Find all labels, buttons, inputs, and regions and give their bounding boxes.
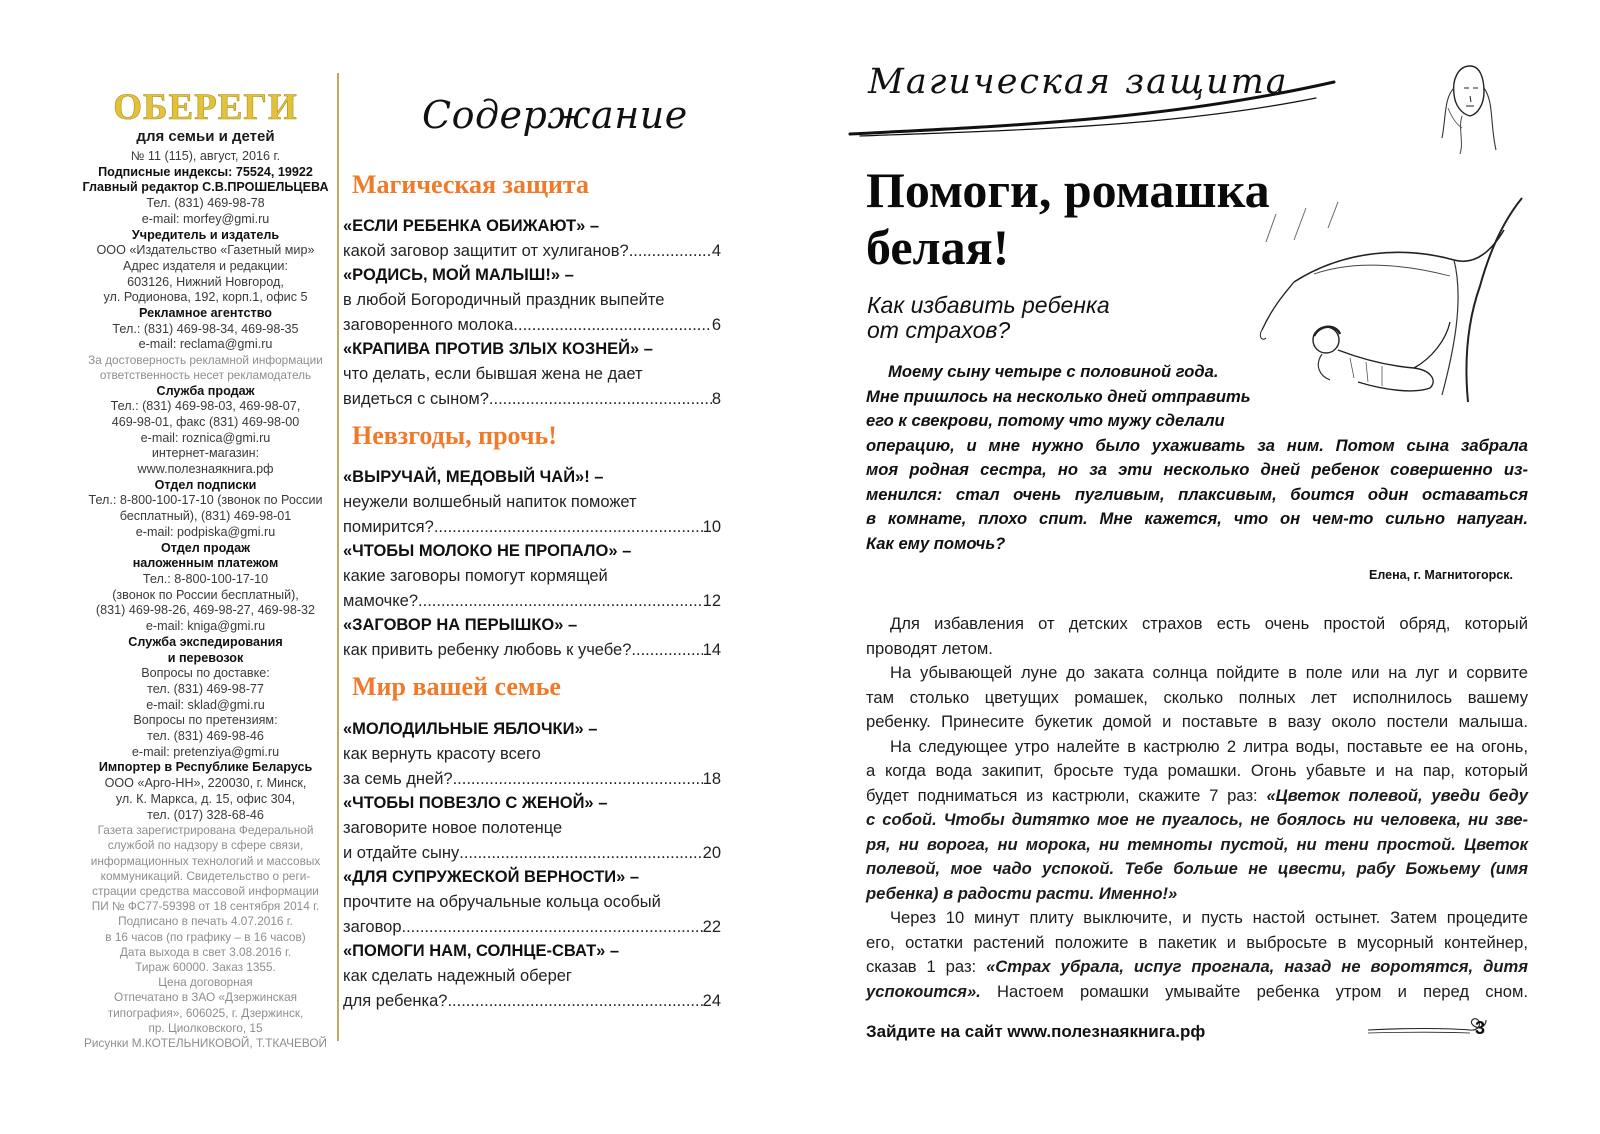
headline-line-2: белая!	[866, 219, 1010, 275]
dot-leader	[513, 313, 711, 338]
contents-entry-title: «КРАПИВА ПРОТИВ ЗЛЫХ КОЗНЕЙ» –	[343, 340, 653, 358]
imprint-line: службой по надзору в сфере связи,	[107, 838, 304, 853]
imprint-line: коммуникаций. Свидетельство о реги-	[100, 868, 311, 883]
contents-entry-description: для ребенка?	[343, 992, 448, 1010]
contents-entry[interactable]	[343, 337, 721, 412]
body-text: там столько цветущих ромашек, сколько полных лет исполнилось вашему	[866, 687, 1528, 707]
body-text: сказав 1 раз:	[866, 957, 987, 976]
body-text: ребенку. Принесите букетик домой и поставьте в вазу около постели малыша.	[866, 712, 1528, 731]
contents-entry[interactable]	[343, 717, 721, 792]
page-number: 3	[1475, 1018, 1486, 1038]
imprint-line: Подписные индексы: 75524, 19922	[98, 164, 313, 179]
imprint-line: Вопросы по претензиям:	[133, 713, 278, 728]
contents-entry-last-line	[343, 767, 721, 792]
magazine-logo: ОБЕРЕГИ	[113, 87, 298, 128]
imprint-line: Отпечатано в ЗАО «Дзержинская	[113, 990, 298, 1005]
imprint-line: Главный редактор С.В.ПРОШЕЛЬЦЕВА	[82, 180, 329, 195]
contents-entry-description: видеться с сыном?	[343, 390, 489, 408]
body-line	[866, 612, 1528, 637]
imprint-line: Газета зарегистрирована Федеральной	[97, 823, 314, 838]
imprint-line: (звонок по России бесплатный),	[112, 587, 299, 602]
contents-entry-description: какие заговоры помогут кормящей	[343, 567, 608, 585]
imprint-line: тел. (017) 328-68-46	[147, 807, 264, 822]
incantation-text: успокоится».	[866, 981, 981, 1001]
imprint-line: ООО «Арго-НН», 220030, г. Минск,	[104, 776, 307, 791]
contents-entry-page-number: 12	[702, 592, 721, 610]
contents-entry-last-line	[343, 915, 721, 940]
contents-section-heading: Невзгоды, прочь!	[352, 421, 557, 450]
article-headline	[866, 162, 1270, 276]
contents-section-heading: Мир вашей семье	[352, 672, 561, 701]
imprint-line: (831) 469-98-26, 469-98-27, 469-98-32	[95, 603, 316, 618]
body-line	[866, 955, 1528, 980]
imprint-line: тел. (831) 469-98-46	[147, 729, 264, 744]
imprint-line: e-mail: sklad@gmi.ru	[146, 697, 265, 712]
body-line	[866, 857, 1528, 882]
imprint-line: № 11 (115), август, 2016 г.	[130, 149, 281, 163]
magazine-logo-subtitle: для семьи и детей	[136, 128, 275, 145]
imprint-column	[78, 88, 333, 1051]
imprint-line: e-mail: morfey@gmi.ru	[141, 211, 270, 226]
imprint-line: ул. К. Маркса, д. 15, офис 304,	[115, 791, 296, 806]
article-body	[866, 612, 1528, 1004]
letter-line: Как ему помочь?	[866, 533, 1006, 553]
woman-illustration	[1440, 58, 1498, 156]
subtitle-line-1: Как избавить ребенка	[867, 292, 1110, 318]
body-line	[866, 882, 1528, 907]
contents-entry[interactable]	[343, 465, 721, 540]
imprint-line: Тел.: (831) 469-98-03, 469-98-07,	[110, 399, 301, 414]
imprint-line: информационных технологий и массовых	[90, 853, 321, 868]
body-text: его, остатки растений положите в пакетик и выбросьте в мусорный контейнер,	[866, 932, 1528, 952]
imprint-line: и перевозок	[167, 650, 244, 665]
body-line	[866, 735, 1528, 760]
imprint-line: Отдел продаж	[160, 540, 251, 555]
article-subtitle	[867, 293, 1110, 343]
contents-entry-last-line	[343, 841, 721, 866]
contents-entry-description: заговоренного молока	[343, 316, 514, 334]
dot-leader	[631, 638, 702, 663]
contents-entry[interactable]	[343, 214, 721, 264]
contents-entry-description: за семь дней?	[343, 770, 453, 788]
contents-entry-page-number: 14	[702, 641, 721, 659]
imprint-line: ПИ № ФС77-59398 от 18 сентября 2014 г.	[91, 899, 320, 914]
body-line	[866, 833, 1528, 858]
imprint-line: Служба экспедирования	[128, 634, 283, 649]
contents-entry-last-line	[343, 515, 721, 540]
column-divider	[337, 73, 339, 1041]
imprint-line: типография», 606025, г. Дзержинск,	[107, 1005, 304, 1020]
contents-entry-description: какой заговор защитит от хулиганов?	[343, 242, 629, 260]
contents-entry-last-line	[343, 239, 721, 264]
imprint-line: ул. Родионова, 192, корп.1, офис 5	[103, 290, 308, 305]
imprint-line: наложенным платежом	[132, 556, 279, 571]
imprint-line: Вопросы по доставке:	[141, 666, 270, 681]
headline-line-1: Помоги, ромашка	[866, 162, 1270, 218]
imprint-line: За достоверность рекламной информации	[88, 353, 323, 368]
contents-entry-page-number: 20	[702, 844, 721, 862]
body-text: Через 10 минут плиту выключите, и пусть настой остынет. Затем процедите	[890, 908, 1528, 927]
dot-leader	[629, 239, 712, 264]
body-text: Для избавления от детских страхов есть очень простой обряд, который	[890, 614, 1528, 633]
contents-entry-title: «РОДИСЬ, МОЙ МАЛЫШ!» –	[343, 266, 574, 284]
contents-entry-title: «МОЛОДИЛЬНЫЕ ЯБЛОЧКИ» –	[343, 720, 598, 738]
contents-entry-last-line	[343, 589, 721, 614]
incantation-text: «Цветок полевой, уведи беду	[1266, 785, 1528, 805]
contents-entry-description: как сделать надежный оберег	[343, 967, 572, 985]
letter-line: его к свекрови, потому что мужу сделали	[866, 411, 1225, 430]
imprint-line: e-mail: podpiska@gmi.ru	[135, 524, 276, 539]
imprint-line: интернет-магазин:	[151, 446, 260, 461]
contents-entry-description: как вернуть красоту всего	[343, 745, 541, 763]
dot-leader	[418, 589, 703, 614]
dot-leader	[489, 387, 712, 412]
body-text: На следующее утро налейте в кастрюлю 2 литра воды, поставьте ее на огонь,	[890, 736, 1528, 756]
body-line	[866, 710, 1528, 735]
letter-line: Мне пришлось на несколько дней отправить	[866, 386, 1251, 406]
imprint-line: Тел.: 8-800-100-17-10 (звонок по России	[88, 493, 323, 508]
contents-entry-title: «ЧТОБЫ МОЛОКО НЕ ПРОПАЛО» –	[343, 542, 632, 560]
incantation-text: ребенка) в радости расти. Именно!»	[866, 883, 1178, 903]
contents-entry-description: прочтите на обручальные кольца особый	[343, 893, 661, 911]
contents-entry[interactable]	[343, 539, 721, 614]
contents-entry-title: «ДЛЯ СУПРУЖЕСКОЙ ВЕРНОСТИ» –	[343, 868, 640, 886]
imprint-details	[78, 149, 333, 1051]
rubric-underline-flourish	[846, 76, 1342, 142]
incantation-text: «Страх убрала, испуг прогнала, назад не воротятся, дитя	[986, 957, 1528, 976]
contents-entry-description: что делать, если бывшая жена не дает	[343, 365, 643, 383]
imprint-line: Тираж 60000. Заказ 1355.	[135, 960, 276, 975]
contents-entry-page-number: 10	[702, 518, 721, 536]
letter-line: Моему сыну четыре с половиной года.	[888, 362, 1219, 381]
imprint-line: Рекламное агентство	[139, 306, 272, 321]
contents-entry-page-number: 18	[702, 770, 721, 788]
body-text: будет подниматься из кастрюли, скажите 7 раз:	[866, 785, 1267, 805]
contents-entry-description: мамочке?	[343, 592, 419, 610]
imprint-line: e-mail: pretenziya@gmi.ru	[131, 744, 280, 759]
contents-entry-description: помирится?	[343, 518, 434, 536]
imprint-line: e-mail: reclama@gmi.ru	[138, 337, 273, 352]
page-number-flourish	[1366, 1012, 1490, 1038]
incantation-text: с собой. Чтобы дитятко мое не пугалось, не боялось ни человека, ни зве-	[866, 810, 1528, 829]
body-text: проводят летом.	[866, 638, 993, 658]
imprint-line: Служба продаж	[156, 383, 255, 398]
contents-entry-title: «ЗАГОВОР НА ПЕРЫШКО» –	[343, 616, 578, 634]
imprint-line: бесплатный), (831) 469-98-01	[119, 509, 292, 524]
imprint-line: тел. (831) 469-98-77	[147, 681, 264, 696]
contents-entry-title: «ЧТОБЫ ПОВЕЗЛО С ЖЕНОЙ» –	[343, 794, 608, 812]
letter-signature: Елена, г. Магнитогорск.	[1369, 568, 1513, 582]
incantation-text: полевой, мое чадо успокой. Тебе больше не цвести, рабу Божьему (имя	[866, 859, 1528, 878]
contents-entry-description: заговорите новое полотенце	[343, 819, 563, 837]
imprint-line: в 16 часов (по графику – в 16 часов)	[105, 929, 306, 944]
contents-entry[interactable]	[343, 865, 721, 940]
contents-entry-description: в любой Богородичный праздник выпейте	[343, 291, 665, 309]
contents-section-heading: Магическая защита	[352, 170, 590, 199]
body-line	[866, 637, 1528, 662]
subtitle-line-2: от страхов?	[867, 317, 1011, 343]
contents-title: Содержание	[422, 93, 688, 137]
body-line	[866, 980, 1528, 1005]
imprint-line: Импортер в Республике Беларусь	[98, 760, 313, 775]
contents-entry[interactable]	[343, 791, 721, 866]
imprint-line: ответственность несет рекламодатель	[99, 368, 312, 383]
imprint-line: Отдел подписки	[154, 477, 257, 492]
letter-line: моя родная сестра, но за эти несколько дней ребенок совершенно из-	[866, 460, 1528, 479]
imprint-line: Учредитель и издатель	[131, 227, 280, 242]
imprint-line: страции средства массовой информации	[92, 884, 319, 899]
rubric-title: Магическая защита	[868, 62, 1289, 102]
imprint-line: Тел.: 8-800-100-17-10	[142, 571, 269, 586]
body-line	[866, 784, 1528, 809]
contents-entry-page-number: 8	[711, 390, 721, 408]
imprint-line: e-mail: roznica@gmi.ru	[140, 430, 271, 445]
imprint-line: www.полезнаякнига.рф	[137, 462, 274, 477]
contents-entry-page-number: 4	[711, 242, 721, 260]
letter-line: операцию, и мне нужно было ухаживать за ним. Потом сына забрала	[866, 435, 1528, 455]
body-text: а когда вода закипит, бросьте туда ромашки. Огонь убавьте и на пар, который	[866, 761, 1528, 780]
body-text: На убывающей луне до заката солнца пойдите в поле или на луг и сорвите	[890, 663, 1528, 682]
contents-entry-page-number: 6	[711, 316, 721, 334]
letter-line: менился: стал очень пугливым, плаксивым, боится один оставаться	[866, 484, 1528, 504]
contents-entry-title: «ПОМОГИ НАМ, СОЛНЦЕ-СВАТ» –	[343, 942, 620, 960]
body-text: Настоем ромашки умывайте ребенка утром и перед сном.	[980, 981, 1528, 1001]
dot-leader	[459, 841, 702, 866]
letter-line: в комнате, плохо спит. Мне кажется, что он чем-то сильно напуган.	[866, 509, 1528, 528]
dot-leader	[447, 989, 702, 1014]
dot-leader	[453, 767, 703, 792]
imprint-line: пр. Циолковского, 15	[148, 1020, 263, 1035]
imprint-line: Тел.: (831) 469-98-34, 469-98-35	[112, 321, 299, 336]
contents-entry[interactable]	[343, 613, 721, 663]
reader-letter	[866, 360, 1528, 556]
body-line	[866, 931, 1528, 956]
body-line	[866, 906, 1528, 931]
contents-entry-description: неужели волшебный напиток поможет	[343, 493, 637, 511]
imprint-line: ООО «Издательство «Газетный мир»	[96, 243, 315, 258]
dot-leader	[434, 515, 703, 540]
imprint-line: Тел. (831) 469-98-78	[146, 196, 265, 211]
imprint-line: Дата выхода в свет 3.08.2016 г.	[119, 944, 292, 959]
imprint-line: Цена договорная	[158, 975, 253, 990]
imprint-line: 603126, Нижний Новгород,	[127, 274, 284, 289]
contents-entry[interactable]	[343, 939, 721, 1014]
body-line	[866, 661, 1528, 686]
imprint-line: Рисунки М.КОТЕЛЬНИКОВОЙ, Т.ТКАЧЕВОЙ	[83, 1036, 328, 1051]
contents-entry-description: заговор	[343, 918, 402, 936]
contents-entry-title: «ЕСЛИ РЕБЕНКА ОБИЖАЮТ» –	[343, 217, 600, 235]
body-line	[866, 808, 1528, 833]
body-line	[866, 759, 1528, 784]
incantation-text: ря, ни ворога, ни морока, ни темноты пустой, ни тени простой. Цветок	[866, 834, 1528, 854]
dot-leader	[402, 915, 703, 940]
imprint-line: 469-98-01, факс (831) 469-98-00	[111, 414, 300, 429]
contents-entry-title: «ВЫРУЧАЙ, МЕДОВЫЙ ЧАЙ»! –	[343, 468, 604, 486]
contents-entry-page-number: 24	[702, 992, 721, 1010]
contents-entry-description: и отдайте сыну	[343, 844, 460, 862]
imprint-line: Подписано в печать 4.07.2016 г.	[118, 914, 293, 929]
contents-entry-last-line	[343, 989, 721, 1014]
contents-entry[interactable]	[343, 263, 721, 338]
contents-entry-last-line	[343, 313, 721, 338]
contents-entry-last-line	[343, 387, 721, 412]
contents-entry-description: как привить ребенку любовь к учебе?	[343, 641, 632, 659]
footer-website-link[interactable]: Зайдите на сайт www.полезнаякнига.рф	[866, 1022, 1206, 1041]
contents-entry-page-number: 22	[702, 918, 721, 936]
contents-entry-last-line	[343, 638, 721, 663]
body-line	[866, 686, 1528, 711]
imprint-line: e-mail: kniga@gmi.ru	[145, 619, 266, 634]
imprint-line: Адрес издателя и редакции:	[123, 258, 288, 273]
